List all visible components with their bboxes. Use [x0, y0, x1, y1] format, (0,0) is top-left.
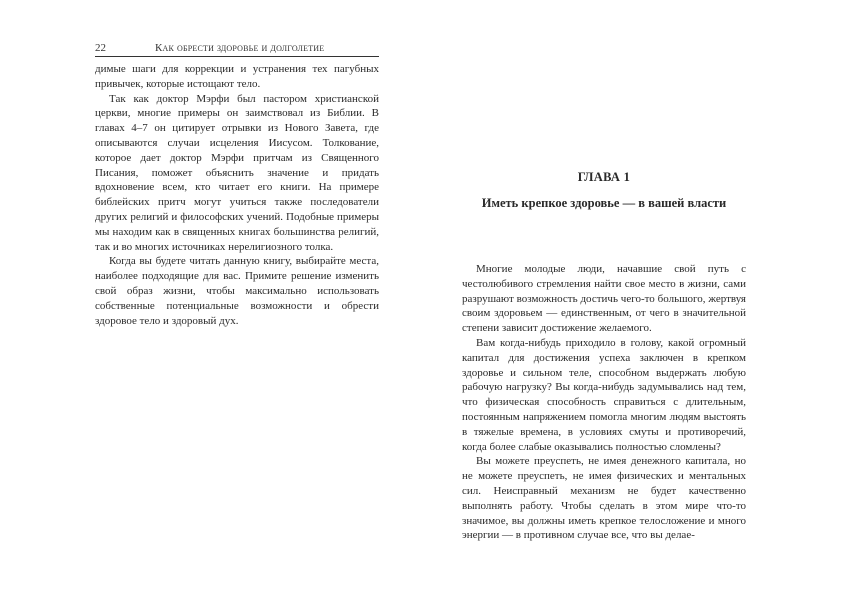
- left-body-text: [95, 62, 379, 328]
- running-head: [95, 40, 379, 57]
- running-head-title: Как обрести здоровье и долголетие: [155, 42, 325, 54]
- page-number: 22: [95, 42, 106, 54]
- paragraph: Многие молодые люди, начавшие свой путь с честолюбивого стремления найти свое место в жизни, сами разрушают возможность достичь чего-то большого, жертвуя своим здоровьем — единственным, от чего в значительной степени зависит достижение желаемого.: [462, 263, 746, 335]
- paragraph: Вам когда-нибудь приходило в голову, какой огромный капитал для достижения успеха заключен в крепком здоровье и сильном теле, способном выдержать любую рабочую нагрузку? Вы когда-нибудь задумывались над тем, что физическая способность справиться с длительным, постоянным напряжением помогла многим людям выстоять в тяжелые времена, в условиях смуты и противоречий, когда более слабые оказывались полностью сломлены?: [462, 336, 746, 453]
- paragraph: Вы можете преуспеть, не имея денежного капитала, но не можете преуспеть, не имея физических и ментальных сил. Неисправный механизм не будет качественно выполнять работу. Чтобы сделать в этом мире что-то значимое, вы должны иметь крепкое телосложение и много энергии — в противном случае все, что вы делае-: [462, 455, 746, 542]
- paragraph: Так как доктор Мэрфи был пастором христианской церкви, многие примеры он заимствовал из Библии. В главах 4–7 он цитирует отрывки из Нового Завета, где описываются случаи исцеления Иисусом. Толкование, которое дает доктор Мэрфи притчам из Священного Писания, поможет объяснить значение и придать вдохновение всем, кто читает его книги. На примере библейских притч могут учиться также последователи других религий и философских учений. Подобные примеры мы находим как в священных книгах большинства религий, так и во многих источниках нерелигиозного толка.: [95, 92, 379, 253]
- paragraph: димые шаги для коррекции и устранения тех пагубных привычек, которые истощают тело.: [95, 63, 379, 90]
- right-body-text: [462, 262, 746, 543]
- chapter-label: ГЛАВА 1: [577, 170, 631, 184]
- chapter-title: Иметь крепкое здоровье — в вашей власти: [481, 196, 727, 210]
- paragraph: Когда вы будете читать данную книгу, выбирайте места, наиболее подходящие для вас. Примите решение изменить свой образ жизни, чтобы максимально использовать собственные потенциальные возможности и обрести здоровое тело и здоровый дух.: [95, 255, 379, 327]
